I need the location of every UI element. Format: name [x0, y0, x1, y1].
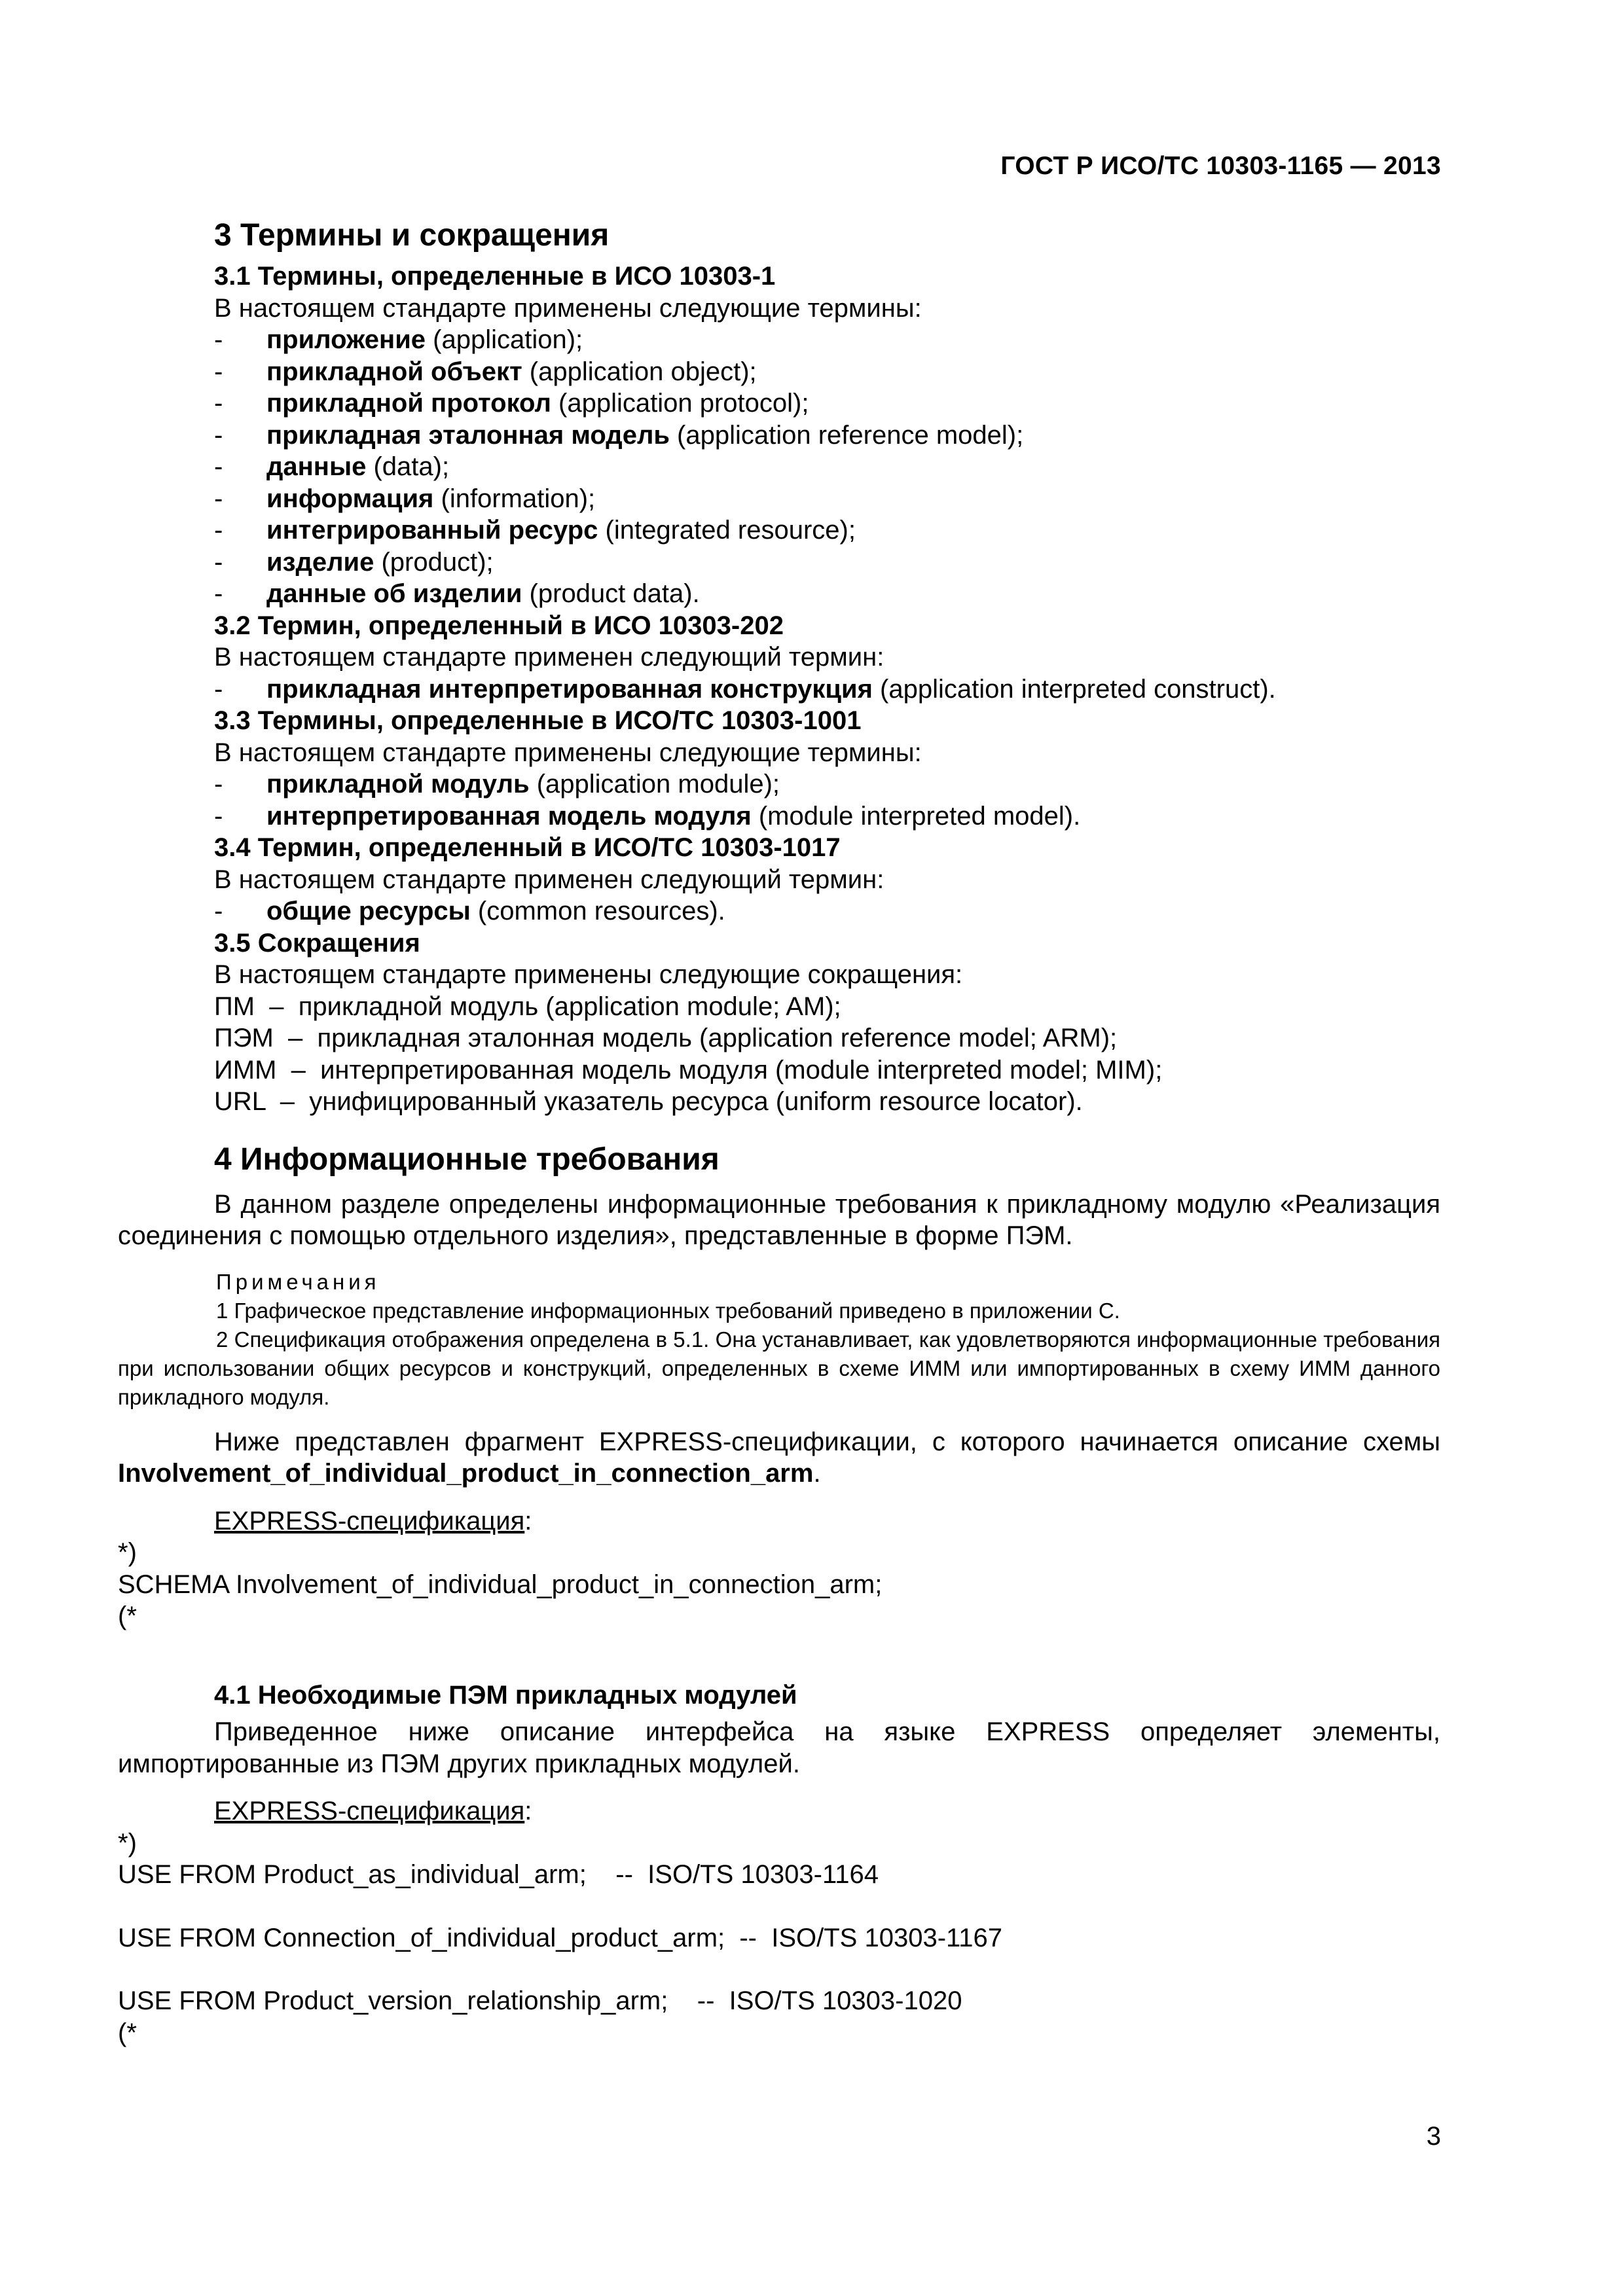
use-from-line: USE FROM Product_version_relationship_arm; -- ISO/TS 10303-1020	[118, 1986, 962, 2015]
section-4-1-paragraph: Приведенное ниже описание интерфейса на языке EXPRESS определяет элементы, импортированные из ПЭМ других прикладных модулей.	[118, 1717, 1440, 1778]
section-4-title: 4 Информационные требования	[214, 1141, 720, 1177]
term-item: - интегрированный ресурс (integrated resource);	[214, 516, 856, 545]
section-3-3-title: 3.3 Термины, определенные в ИСО/ТС 10303-1001	[214, 706, 862, 735]
term-item: - приложение (application);	[214, 325, 583, 354]
schema-intro-paragraph: Ниже представлен фрагмент EXPRESS-спецификации, с которого начинается описание схемы Involvement_of_individual_product_in_connection_arm.	[118, 1427, 1440, 1488]
section-3-5-intro: В настоящем стандарте применены следующие сокращения:	[214, 960, 963, 989]
section-4-paragraph: В данном разделе определены информационные требования к прикладному модулю «Реализация соединения с помощью отдельного изделия», представленные в форме ПЭМ.	[118, 1189, 1440, 1250]
term-item: - интерпретированная модель модуля (module interpreted model).	[214, 801, 1081, 831]
abbreviation-item: ПЭМ – прикладная эталонная модель (application reference model; ARM);	[214, 1024, 1118, 1052]
use-from-line: USE FROM Connection_of_individual_product_arm; -- ISO/TS 10303-1167	[118, 1923, 1003, 1952]
notes-block	[118, 1268, 1440, 1412]
term-item: - прикладная эталонная модель (application reference model);	[214, 420, 1024, 450]
page-content	[118, 216, 1440, 2049]
section-3-1-intro: В настоящем стандарте применены следующие термины:	[214, 293, 922, 323]
term-item: - общие ресурсы (common resources).	[214, 897, 725, 925]
schema-name: Involvement_of_individual_product_in_connection_arm	[118, 1459, 814, 1488]
section-3-1-title: 3.1 Термины, определенные в ИСО 10303-1	[214, 262, 776, 291]
term-item: - прикладной объект (application object);	[214, 357, 757, 386]
page-number: 3	[1426, 2122, 1441, 2151]
use-from-line: USE FROM Product_as_individual_arm; -- ISO/TS 10303-1164	[118, 1860, 879, 1889]
express-label: EXPRESS-спецификация:	[214, 1506, 532, 1535]
code-line: (*	[118, 2018, 137, 2047]
section-3-5-title: 3.5 Сокращения	[214, 928, 420, 958]
section-3-4-intro: В настоящем стандарте применен следующий термин:	[214, 865, 884, 894]
code-line: *)	[118, 1828, 137, 1857]
note-item: 2 Спецификация отображения определена в 5.1. Она устанавливает, как удовлетворяются информационные требования при использовании общих ресурсов и конструкций, определенных в схеме ИММ или импортированных в схему ИММ данного прикладного модуля.	[118, 1327, 1440, 1409]
term-item: - прикладная интерпретированная конструкция (application interpreted construct).	[214, 674, 1276, 704]
express-label: EXPRESS-спецификация:	[214, 1797, 532, 1825]
abbreviation-item: ПМ – прикладной модуль (application module; AM);	[214, 992, 841, 1021]
section-3-2-intro: В настоящем стандарте применен следующий термин:	[214, 643, 884, 672]
term-item: - изделие (product);	[214, 547, 494, 577]
code-line: *)	[118, 1538, 137, 1567]
section-3-3-intro: В настоящем стандарте применены следующие термины:	[214, 738, 922, 767]
term-item: - прикладной модуль (application module);	[214, 770, 780, 798]
section-3-2-title: 3.2 Термин, определенный в ИСО 10303-202	[214, 611, 784, 640]
term-item: - данные об изделии (product data).	[214, 579, 700, 608]
abbreviation-item: ИММ – интерпретированная модель модуля (module interpreted model; MIM);	[214, 1055, 1163, 1085]
term-item: - информация (information);	[214, 484, 596, 513]
code-line: SCHEMA Involvement_of_individual_product_in_connection_arm;	[118, 1570, 883, 1599]
code-line: (*	[118, 1602, 137, 1630]
note-item: 1 Графическое представление информационных требований приведено в приложении С.	[216, 1298, 1120, 1323]
section-3-title: 3 Термины и сокращения	[214, 218, 610, 253]
document-code-header: ГОСТ Р ИСО/ТС 10303-1165 — 2013	[1000, 152, 1441, 180]
section-4-1-title: 4.1 Необходимые ПЭМ прикладных модулей	[214, 1680, 797, 1710]
notes-title: Примечания	[216, 1269, 380, 1294]
abbreviation-item: URL – унифицированный указатель ресурса (uniform resource locator).	[214, 1087, 1083, 1116]
term-item: - данные (data);	[214, 452, 450, 481]
term-item: - прикладной протокол (application protocol);	[214, 389, 809, 418]
section-3-4-title: 3.4 Термин, определенный в ИСО/ТС 10303-1017	[214, 833, 841, 862]
